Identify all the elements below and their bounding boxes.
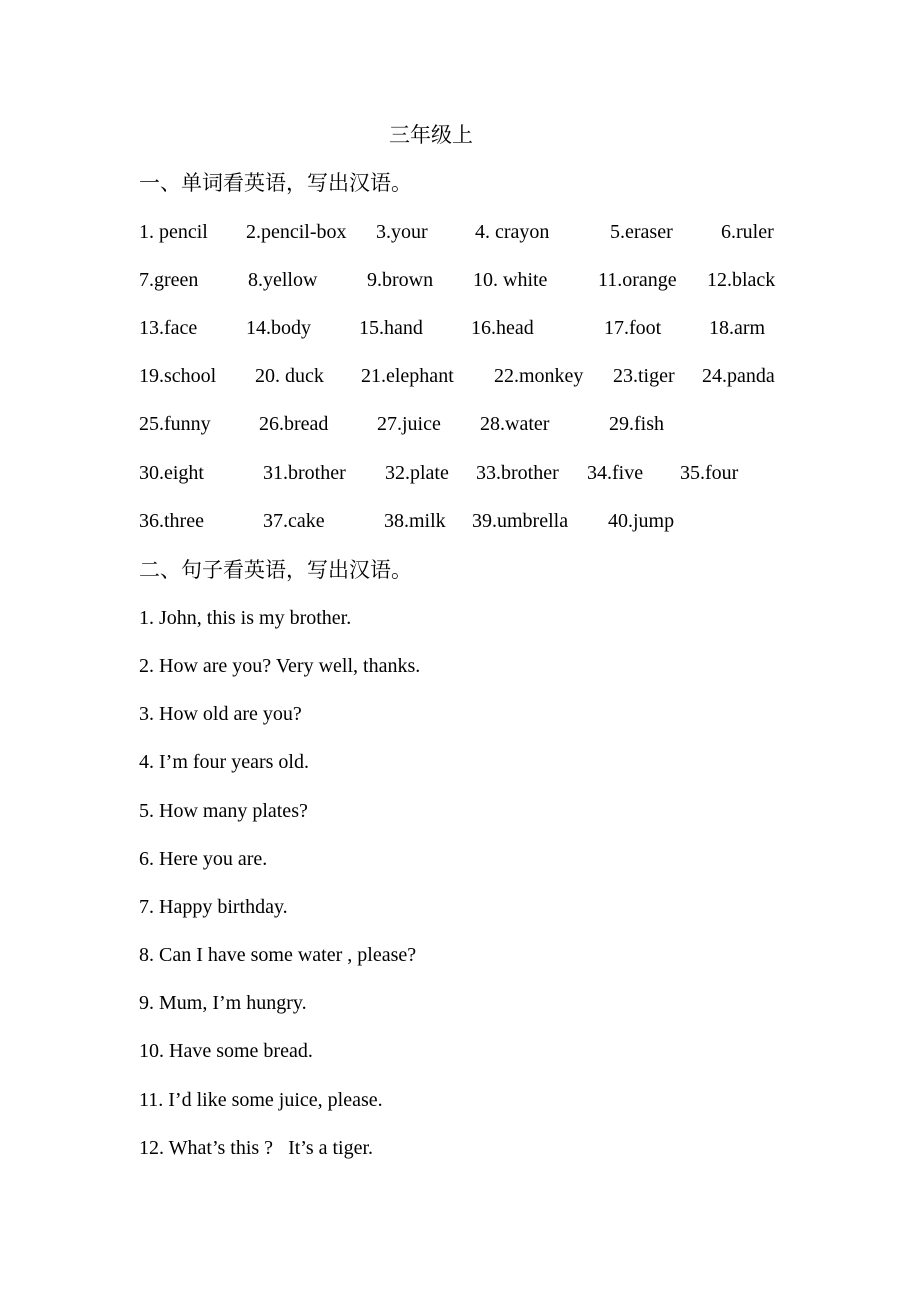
- word-item: 39.umbrella: [472, 510, 569, 532]
- sentence-item: 6. Here you are.: [139, 848, 268, 870]
- word-item: 21.elephant: [361, 365, 454, 387]
- word-item: 2.pencil-box: [246, 221, 347, 243]
- sentence-item: 2. How are you? Very well, thanks.: [139, 655, 421, 677]
- word-item: 5.eraser: [610, 221, 673, 243]
- section1-heading: 一、单词看英语，写出汉语。: [139, 171, 412, 195]
- word-item: 14.body: [246, 317, 311, 339]
- word-item: 13.face: [139, 317, 198, 339]
- word-item: 34.five: [587, 462, 644, 484]
- word-item: 15.hand: [359, 317, 423, 339]
- word-item: 4. crayon: [475, 221, 550, 243]
- word-item: 9.brown: [367, 269, 434, 291]
- word-item: 33.brother: [476, 462, 559, 484]
- word-item: 16.head: [471, 317, 534, 339]
- word-item: 37.cake: [263, 510, 325, 532]
- word-item: 38.milk: [384, 510, 446, 532]
- sentence-item: 4. I’m four years old.: [139, 751, 309, 773]
- word-row-3: [0, 313, 920, 343]
- sentence-item: 9. Mum, I’m hungry.: [139, 992, 307, 1014]
- word-item: 40.jump: [608, 510, 675, 532]
- word-item: 30.eight: [139, 462, 204, 484]
- word-row-4: [0, 361, 920, 391]
- sentence-item: 7. Happy birthday.: [139, 896, 288, 918]
- word-row-1: [0, 217, 920, 247]
- word-item: 31.brother: [263, 462, 346, 484]
- word-item: 28.water: [480, 413, 550, 435]
- sentence-item: 1. John, this is my brother.: [139, 607, 352, 629]
- word-item: 6.ruler: [721, 221, 774, 243]
- sentence-item: 10. Have some bread.: [139, 1040, 313, 1062]
- word-item: 20. duck: [255, 365, 324, 387]
- word-row-5: [0, 409, 920, 439]
- word-row-6: [0, 458, 920, 488]
- word-item: 36.three: [139, 510, 204, 532]
- word-item: 25.funny: [139, 413, 211, 435]
- sentence-item: 12. What’s this ? It’s a tiger.: [139, 1137, 374, 1159]
- word-item: 12.black: [707, 269, 776, 291]
- sentence-item: 8. Can I have some water , please?: [139, 944, 417, 966]
- sentence-item: 5. How many plates?: [139, 800, 308, 822]
- word-item: 18.arm: [709, 317, 766, 339]
- page-title: 三年级上: [389, 123, 473, 147]
- word-item: 3.your: [376, 221, 428, 243]
- word-item: 7.green: [139, 269, 199, 291]
- word-item: 35.four: [680, 462, 739, 484]
- word-item: 24.panda: [702, 365, 775, 387]
- word-item: 22.monkey: [494, 365, 584, 387]
- sentence-item: 3. How old are you?: [139, 703, 302, 725]
- word-item: 1. pencil: [139, 221, 208, 243]
- word-item: 29.fish: [609, 413, 664, 435]
- word-item: 23.tiger: [613, 365, 675, 387]
- word-item: 11.orange: [598, 269, 677, 291]
- word-item: 32.plate: [385, 462, 449, 484]
- word-item: 19.school: [139, 365, 217, 387]
- word-item: 17.foot: [604, 317, 662, 339]
- word-row-7: [0, 506, 920, 536]
- word-item: 8.yellow: [248, 269, 318, 291]
- sentence-item: 11. I’d like some juice, please.: [139, 1089, 383, 1111]
- word-item: 26.bread: [259, 413, 329, 435]
- word-item: 27.juice: [377, 413, 441, 435]
- word-item: 10. white: [473, 269, 548, 291]
- section2-heading: 二、句子看英语，写出汉语。: [139, 558, 412, 582]
- word-row-2: [0, 265, 920, 295]
